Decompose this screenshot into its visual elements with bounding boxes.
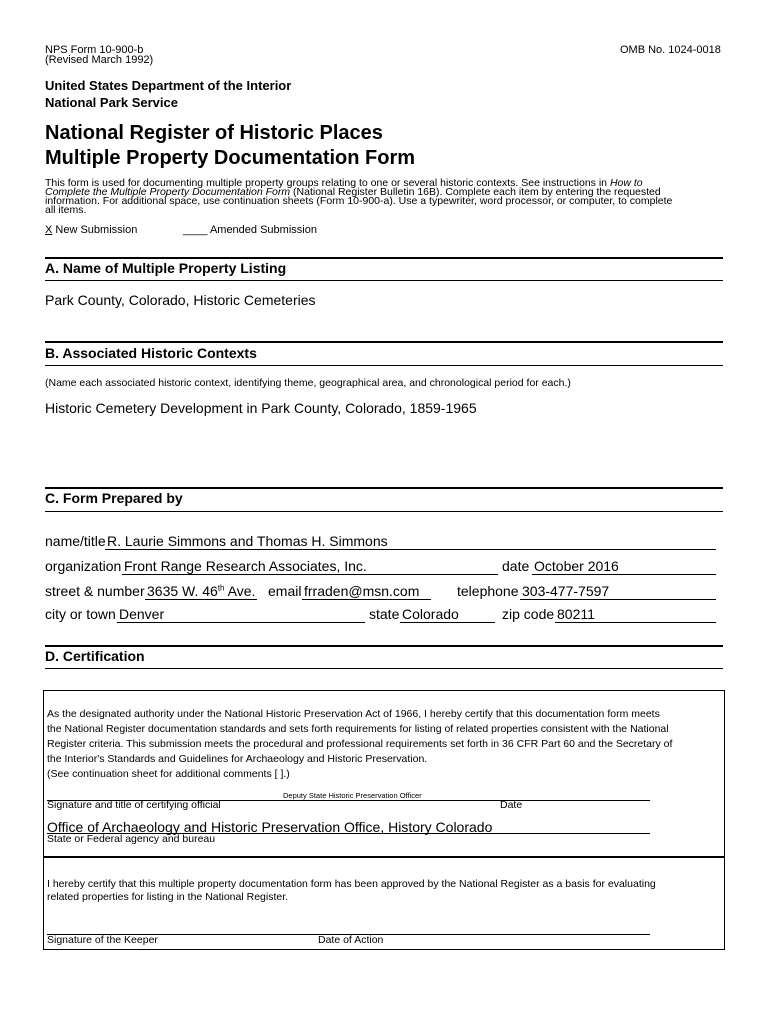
organization-label: organization xyxy=(45,558,122,574)
state-underline xyxy=(400,622,495,623)
zip-value[interactable]: 80211 xyxy=(557,606,595,622)
section-d-top-rule xyxy=(45,645,723,647)
section-d-title: D. Certification xyxy=(45,648,145,664)
section-d-bottom-rule xyxy=(45,668,723,669)
section-b-instruction: (Name each associated historic context, identifying theme, geographical area, and chronological period for each.) xyxy=(45,377,571,389)
zip-underline xyxy=(555,622,716,623)
telephone-value[interactable]: 303-477-7597 xyxy=(522,583,610,599)
keeper-box xyxy=(43,856,725,950)
form-revision: (Revised March 1992) xyxy=(45,54,154,66)
department-name: United States Department of the Interior xyxy=(45,78,292,93)
new-submission-mark: X xyxy=(45,224,53,236)
name-title-underline xyxy=(105,549,716,550)
certification-statement: As the designated authority under the National Historic Preservation Act of 1966, I hereby certify that this documentation form meets the National Register documentation standards and sets forth requirements for listing of related properties consistent with the National Register criteria. This submission meets the procedural and professional requirements set forth in 36 CFR Part 60 and the Secretary of the Interior's Standards and Guidelines for Archaeology and Historic Preservation. (See continuation sheet for additional comments [ ].) xyxy=(47,708,673,780)
street-underline xyxy=(145,599,257,600)
service-name: National Park Service xyxy=(45,95,178,110)
section-a-title: A. Name of Multiple Property Listing xyxy=(45,260,287,276)
official-title-value[interactable]: Deputy State Historic Preservation Officer xyxy=(283,791,422,800)
email-value[interactable]: frraden@msn.com xyxy=(304,583,420,599)
form-number: NPS Form 10-900-b xyxy=(45,44,144,56)
new-submission-option[interactable] xyxy=(45,224,137,236)
intro-text: This form is used for documenting multiple property groups relating to one or several historic contexts. See instructions in How to Complete the Multiple Property Documentation Form (National Register Bulletin 16B). Complete each item by entering the requested information. For additional space, use continuation sheets (Form 10-900-a). Use a typewriter, word processor, or computer, to complete all items. xyxy=(45,177,673,216)
signature-date-label: Date xyxy=(500,799,523,811)
date-underline xyxy=(532,574,716,575)
section-c-title: C. Form Prepared by xyxy=(45,490,183,506)
street-value[interactable]: 3635 W. 46th Ave. xyxy=(147,583,256,599)
city-value[interactable]: Denver xyxy=(119,606,165,622)
new-submission-label: New Submission xyxy=(55,224,138,236)
agency-value[interactable]: Office of Archaeology and Historic Preservation Office, History Colorado xyxy=(47,819,493,835)
multiple-property-name: Park County, Colorado, Historic Cemeteries xyxy=(45,292,316,308)
date-value[interactable]: October 2016 xyxy=(534,558,619,574)
name-title-label: name/title xyxy=(45,533,106,549)
signature-label: Signature and title of certifying official xyxy=(47,799,221,811)
form-title-line1: National Register of Historic Places xyxy=(45,122,383,144)
section-c-top-rule xyxy=(45,487,723,489)
historic-context-value: Historic Cemetery Development in Park County, Colorado, 1859-1965 xyxy=(45,400,477,416)
keeper-date-label: Date of Action xyxy=(318,934,384,946)
state-label: state xyxy=(369,606,400,622)
organization-underline xyxy=(122,574,498,575)
section-a-bottom-rule xyxy=(45,280,723,281)
email-underline xyxy=(302,599,431,600)
state-value[interactable]: Colorado xyxy=(402,606,459,622)
omb-number: OMB No. 1024-0018 xyxy=(620,44,721,56)
section-a-top-rule xyxy=(45,257,723,259)
street-label: street & number xyxy=(45,583,145,599)
city-label: city or town xyxy=(45,606,116,622)
section-b-title: B. Associated Historic Contexts xyxy=(45,345,257,361)
section-c-bottom-rule xyxy=(45,511,723,512)
amended-submission-mark: ____ xyxy=(183,224,208,236)
city-underline xyxy=(117,622,365,623)
telephone-underline xyxy=(520,599,716,600)
keeper-signature-label: Signature of the Keeper xyxy=(47,934,158,946)
name-title-value[interactable]: R. Laurie Simmons and Thomas H. Simmons xyxy=(107,533,388,549)
agency-label: State or Federal agency and bureau xyxy=(47,833,216,845)
amended-submission-option[interactable] xyxy=(183,224,317,236)
email-label: email xyxy=(268,583,302,599)
section-b-top-rule xyxy=(45,341,723,343)
organization-value[interactable]: Front Range Research Associates, Inc. xyxy=(124,558,367,574)
date-label: date xyxy=(502,558,530,574)
certification-box xyxy=(43,690,725,858)
zip-label: zip code xyxy=(502,606,555,622)
amended-submission-label: Amended Submission xyxy=(209,224,317,236)
section-b-bottom-rule xyxy=(45,365,723,366)
keeper-statement: I hereby certify that this multiple property documentation form has been approved by the National Register as a basis for evaluating related properties for listing in the National Register. xyxy=(47,878,656,903)
telephone-label: telephone xyxy=(457,583,519,599)
form-title-line2: Multiple Property Documentation Form xyxy=(45,147,416,169)
